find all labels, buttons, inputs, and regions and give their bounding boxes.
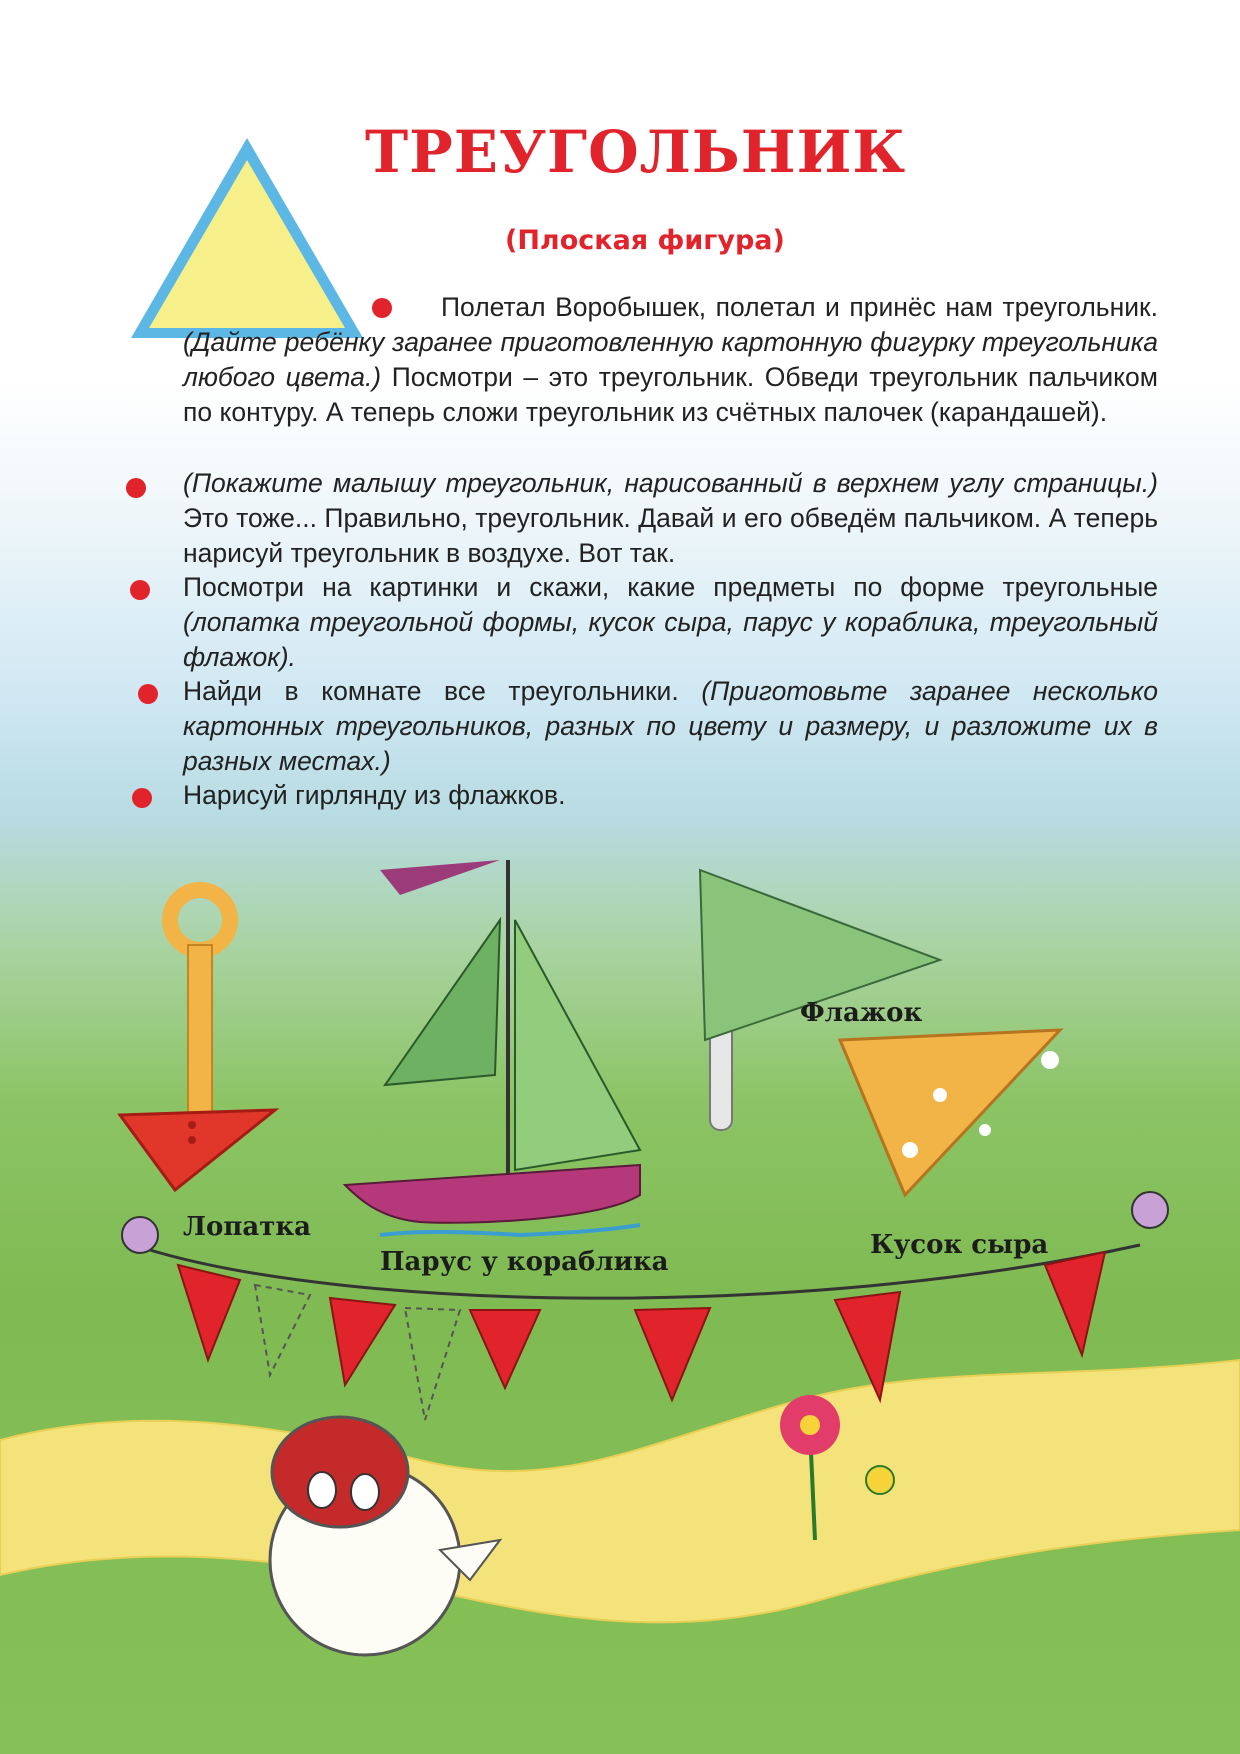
label-cheese: Кусок сыра: [870, 1230, 1049, 1260]
p3-text-a: Посмотри на картинки и скажи, какие предметы по форме треугольные: [183, 572, 1158, 602]
paragraph-1: [183, 290, 1158, 430]
p3-text-b: (лопатка треугольной формы, кусок сыра, парус у кораблика, треугольный флажок).: [183, 607, 1158, 672]
bullet-2: [126, 478, 146, 498]
paragraph-2: [183, 466, 1158, 571]
bullet-4: [138, 684, 158, 704]
p4-text-b: (Приготовьте заранее несколько картонных треугольников, разных по цвету и размеру, и разложите их в разных местах.): [183, 676, 1158, 776]
cheese-icon: [840, 1030, 1060, 1195]
p1-text-b: (Дайте ребёнку заранее приготовленную картонную фигурку треугольника любого цвета.): [183, 327, 1158, 392]
p2-text-b: Это тоже... Правильно, треугольник. Давай и его обведём пальчиком. А теперь нарисуй треугольник в воздухе. Вот так.: [183, 503, 1158, 568]
paragraph-4: [183, 674, 1158, 779]
bullet-3: [130, 580, 150, 600]
sailboat-icon: [345, 860, 640, 1235]
p4-text-a: Найди в комнате все треугольники.: [183, 676, 702, 706]
shovel-icon: [120, 890, 275, 1190]
paragraph-5: Нарисуй гирлянду из флажков.: [183, 780, 566, 810]
p1-text-a: Полетал Воробышек, полетал и принёс нам треугольник.: [441, 292, 1158, 322]
p1-text-c: Посмотри – это треугольник. Обведи треугольник пальчиком по контуру. А теперь сложи треугольник из счётных палочек (карандашей).: [183, 362, 1158, 427]
label-flag: Флажок: [800, 998, 923, 1028]
paragraph-3: [183, 570, 1158, 675]
page-title: ТРЕУГОЛЬНИК: [365, 118, 907, 186]
bullet-5: [132, 788, 152, 808]
p2-text-a: (Покажите малышу треугольник, нарисованный в верхнем углу страницы.): [183, 468, 1158, 498]
page-subtitle: (Плоская фигура): [505, 225, 785, 256]
label-sail: Парус у кораблика: [380, 1247, 669, 1277]
sand-path: [0, 1360, 1240, 1622]
label-shovel: Лопатка: [183, 1212, 311, 1242]
illustration: [0, 840, 1240, 1754]
